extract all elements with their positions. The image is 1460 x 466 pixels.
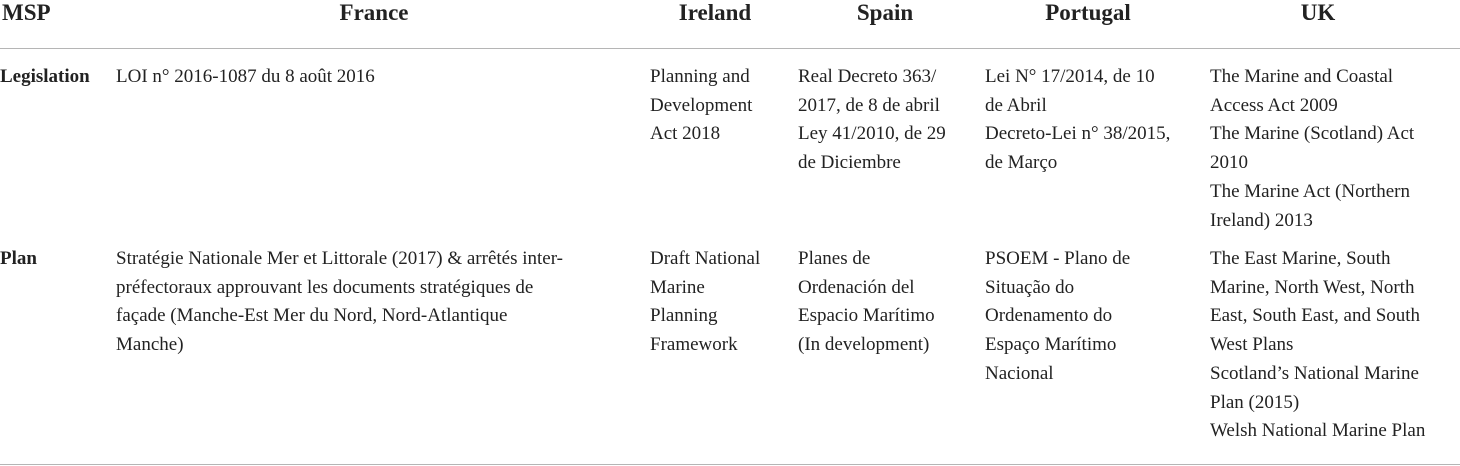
cell-line: Planning bbox=[650, 305, 718, 327]
cell-plan-ireland bbox=[650, 245, 760, 360]
cell-line: Manche) bbox=[116, 334, 184, 356]
cell-legislation-portugal bbox=[985, 63, 1170, 178]
cell-line: Ordenamento do bbox=[985, 305, 1113, 327]
row-label-plan: Plan bbox=[0, 248, 37, 269]
cell-line: Espacio Marítimo bbox=[798, 305, 935, 327]
cell-line: Espaço Marítimo bbox=[985, 334, 1117, 356]
cell-legislation-france bbox=[116, 63, 375, 92]
cell-line: Stratégie Nationale Mer et Littorale (2017) & arrêtés inter- bbox=[116, 248, 563, 269]
cell-line: The East Marine, South bbox=[1210, 248, 1391, 269]
cell-line: 2010 bbox=[1210, 152, 1248, 174]
cell-line: Marine, North West, North bbox=[1210, 276, 1415, 298]
cell-line: Access Act 2009 bbox=[1210, 94, 1338, 116]
cell-line: Draft National bbox=[650, 248, 761, 269]
cell-legislation-spain bbox=[798, 63, 946, 178]
cell-plan-portugal bbox=[985, 245, 1130, 389]
cell-line: Development bbox=[650, 94, 753, 116]
row-label-legislation: Legislation bbox=[0, 66, 90, 87]
cell-legislation-ireland bbox=[650, 63, 752, 149]
cell-line: LOI n° 2016-1087 du 8 août 2016 bbox=[116, 66, 375, 87]
header-spain: Spain bbox=[856, 0, 914, 25]
cell-line: The Marine Act (Northern bbox=[1210, 180, 1410, 202]
header-uk: UK bbox=[1300, 0, 1336, 25]
cell-line: (In development) bbox=[798, 334, 930, 356]
cell-line: Planning and bbox=[650, 66, 750, 87]
header-ireland: Ireland bbox=[678, 0, 752, 25]
cell-line: PSOEM - Plano de bbox=[985, 248, 1131, 269]
cell-legislation-uk bbox=[1210, 63, 1414, 235]
cell-line: Ireland) 2013 bbox=[1210, 209, 1313, 231]
cell-line: Welsh National Marine Plan bbox=[1210, 420, 1426, 442]
header-msp: MSP bbox=[2, 0, 51, 25]
cell-line: de Abril bbox=[985, 94, 1047, 116]
cell-line: West Plans bbox=[1210, 334, 1294, 356]
cell-line: Ley 41/2010, de 29 bbox=[798, 123, 946, 145]
cell-line: Scotland’s National Marine bbox=[1210, 362, 1419, 384]
cell-plan-uk bbox=[1210, 245, 1425, 446]
cell-line: East, South East, and South bbox=[1210, 305, 1421, 327]
cell-line: de Março bbox=[985, 152, 1058, 174]
cell-plan-france bbox=[116, 245, 563, 360]
cell-line: façade (Manche-Est Mer du Nord, Nord-Atlantique bbox=[116, 305, 508, 327]
cell-line: Act 2018 bbox=[650, 123, 721, 145]
table-bottom-rule bbox=[0, 464, 1460, 465]
cell-plan-spain bbox=[798, 245, 935, 360]
cell-line: Planes de bbox=[798, 248, 871, 269]
cell-line: Real Decreto 363/ bbox=[798, 66, 937, 87]
cell-line: Framework bbox=[650, 334, 738, 356]
cell-line: Nacional bbox=[985, 362, 1054, 384]
cell-line: Marine bbox=[650, 276, 705, 298]
header-france: France bbox=[339, 0, 409, 25]
cell-line: préfectoraux approuvant les documents stratégiques de bbox=[116, 276, 534, 298]
cell-line: 2017, de 8 de abril bbox=[798, 94, 940, 116]
cell-line: The Marine and Coastal bbox=[1210, 66, 1394, 87]
cell-line: Situação do bbox=[985, 276, 1075, 298]
cell-line: Decreto-Lei n° 38/2015, bbox=[985, 123, 1171, 145]
cell-line: de Diciembre bbox=[798, 152, 901, 174]
header-divider bbox=[0, 48, 1460, 49]
header-portugal: Portugal bbox=[1045, 0, 1131, 25]
cell-line: Plan (2015) bbox=[1210, 391, 1300, 413]
cell-line: The Marine (Scotland) Act bbox=[1210, 123, 1415, 145]
cell-line: Lei N° 17/2014, de 10 bbox=[985, 66, 1155, 87]
cell-line: Ordenación del bbox=[798, 276, 915, 298]
